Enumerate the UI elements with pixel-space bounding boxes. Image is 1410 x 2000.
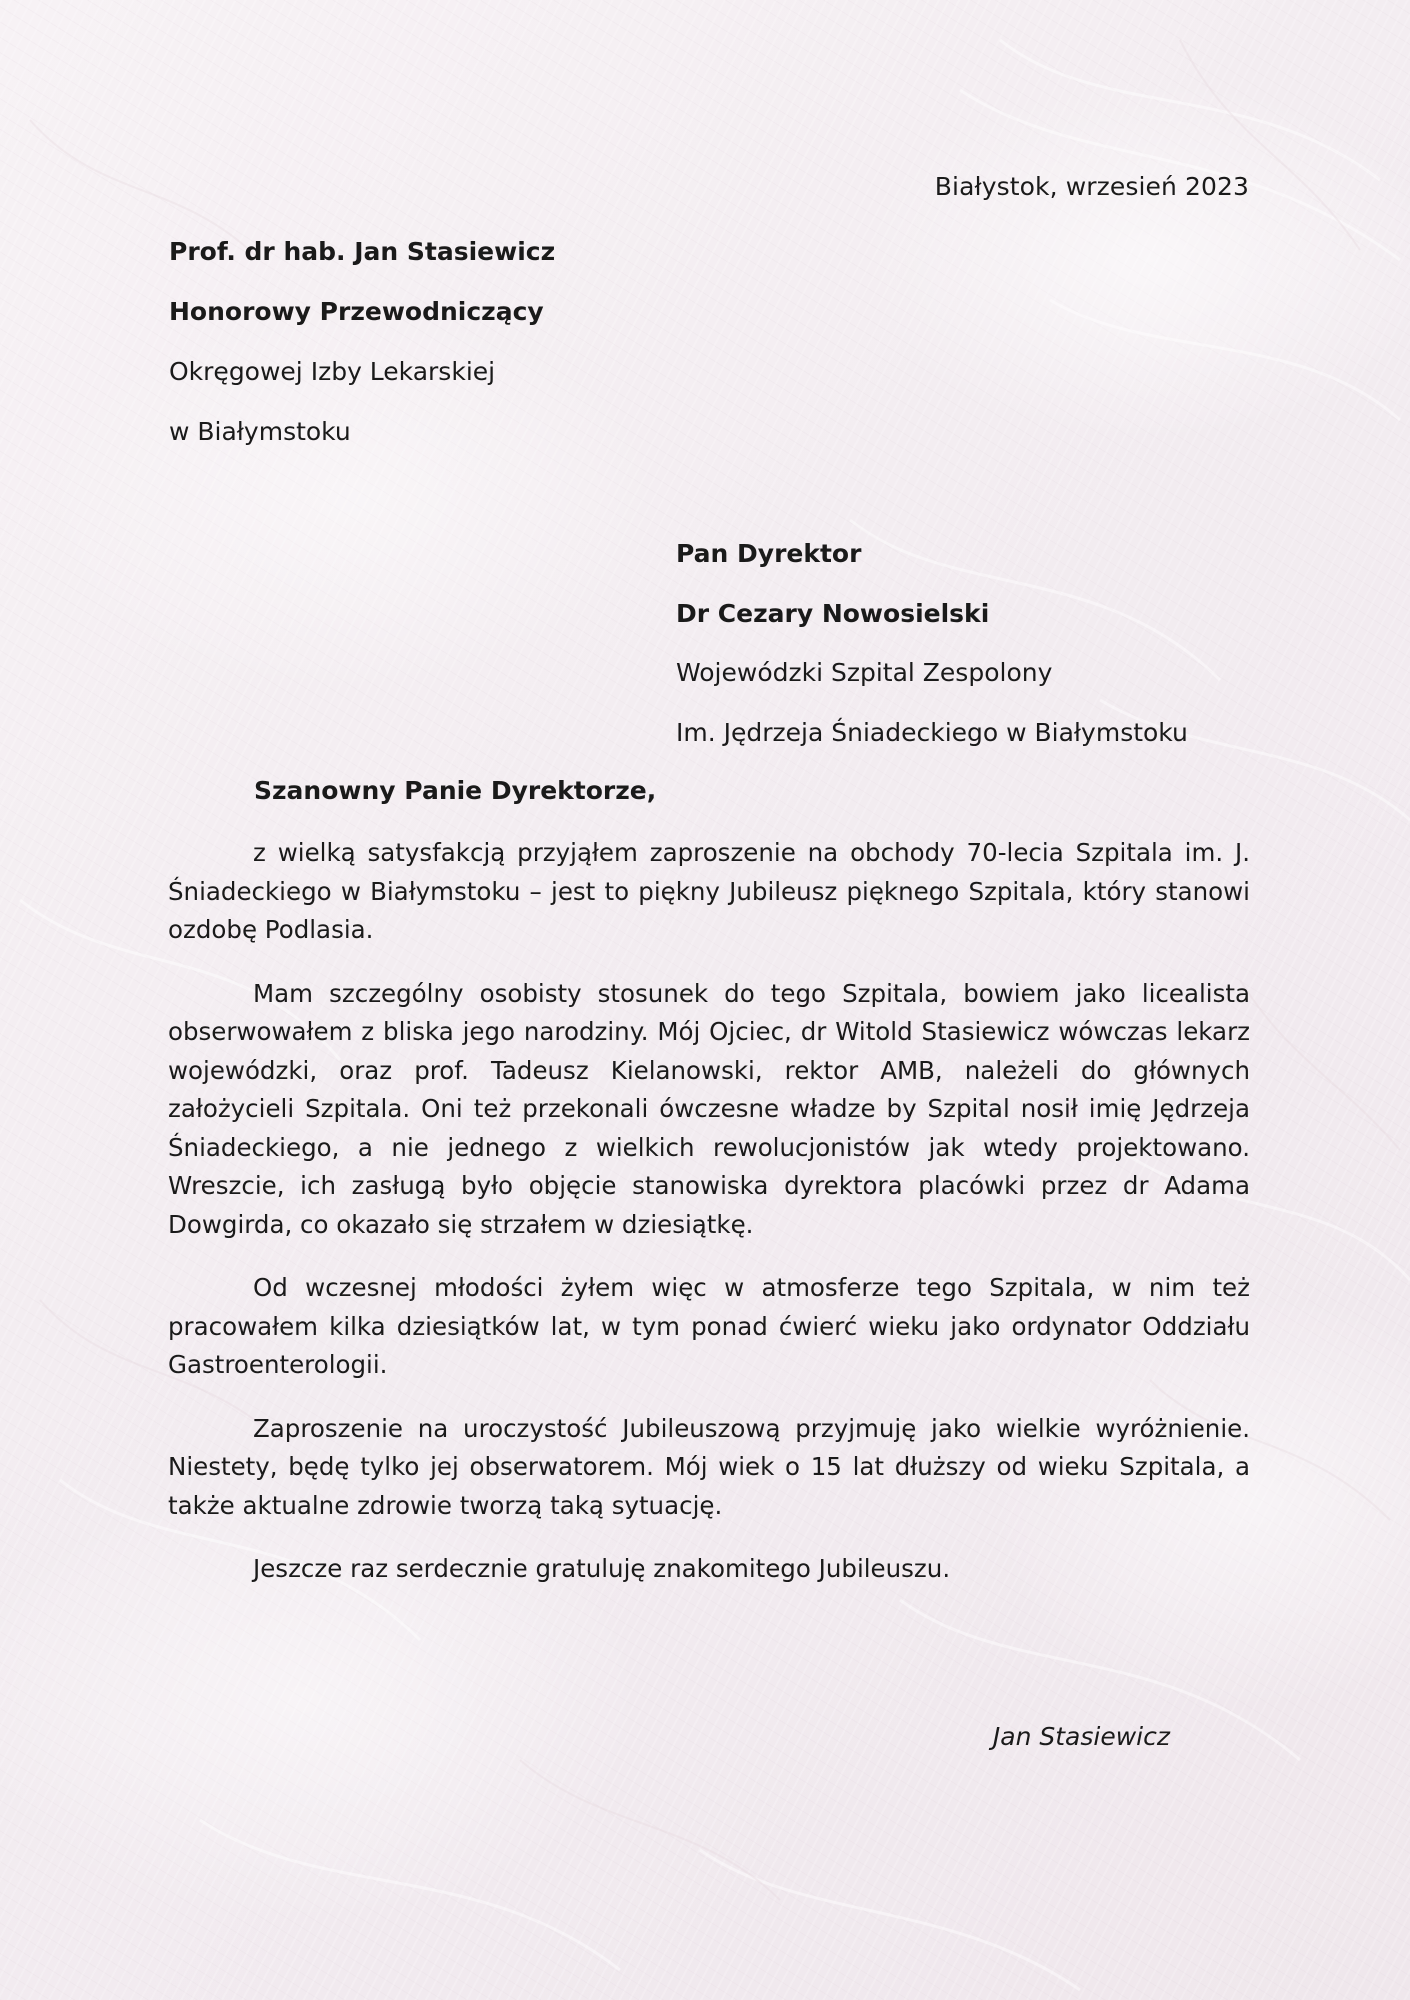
letter-body [168,834,1250,1614]
body-paragraph: Od wczesnej młodości żyłem więc w atmosferze tego Szpitala, w nim też pracowałem kilka dziesiątków lat, w tym ponad ćwierć wieku jako ordynator Oddziału Gastroenterologii. [168,1273,1250,1379]
body-paragraph: Mam szczególny osobisty stosunek do tego Szpitala, bowiem jako licealista obserwowałem z bliska jego narodziny. Mój Ojciec, dr Witold Stasiewicz wówczas lekarz wojewódzki, oraz prof. Tadeusz Kielanowski, rektor AMB, należeli do głównych założycieli Szpitala. Oni też przekonali ówczesne władze by Szpital nosił imię Jędrzeja Śniadeckiego, a nie jednego z wielkich rewolucjonistów jak wtedy projektowano. Wreszcie, ich zasługą było objęcie stanowiska dyrektora placówki przez dr Adama Dowgirda, co okazało się strzałem w dziesiątkę. [168,978,1250,1239]
recipient-block [676,536,1188,774]
recipient-institution-name: Im. Jędrzeja Śniadeckiego w Białymstoku [676,717,1188,747]
body-paragraph: z wielką satysfakcją przyjąłem zaproszenie na obchody 70-lecia Szpitala im. J. Śniadeckiego w Białymstoku – jest to piękny Jubileusz pięknego Szpitala, który stanowi ozdobę Podlasia. [168,838,1250,944]
body-paragraph: Zaproszenie na uroczystość Jubileuszową przyjmuję jako wielkie wyróżnienie. Niestety, będę tylko jej obserwatorem. Mój wiek o 15 lat dłuższy od wieku Szpitala, a także aktualne zdrowie tworzą taką sytuację. [168,1413,1250,1520]
sender-city: w Białymstoku [169,417,351,446]
recipient-name: Dr Cezary Nowosielski [676,598,990,628]
sender-name: Prof. dr hab. Jan Stasiewicz [169,237,556,266]
letter-date: Białystok, wrzesień 2023 [934,172,1249,201]
salutation: Szanowny Panie Dyrektorze, [254,776,657,805]
sender-organization: Okręgowej Izby Lekarskiej [169,357,496,386]
sender-block [169,234,555,474]
recipient-title: Pan Dyrektor [676,539,862,568]
recipient-institution: Wojewódzki Szpital Zespolony [676,658,1053,687]
signature: Jan Stasiewicz [992,1722,1170,1751]
sender-title: Honorowy Przewodniczący [169,297,544,326]
body-paragraph: Jeszcze raz serdecznie gratuluję znakomitego Jubileuszu. [253,1554,951,1583]
